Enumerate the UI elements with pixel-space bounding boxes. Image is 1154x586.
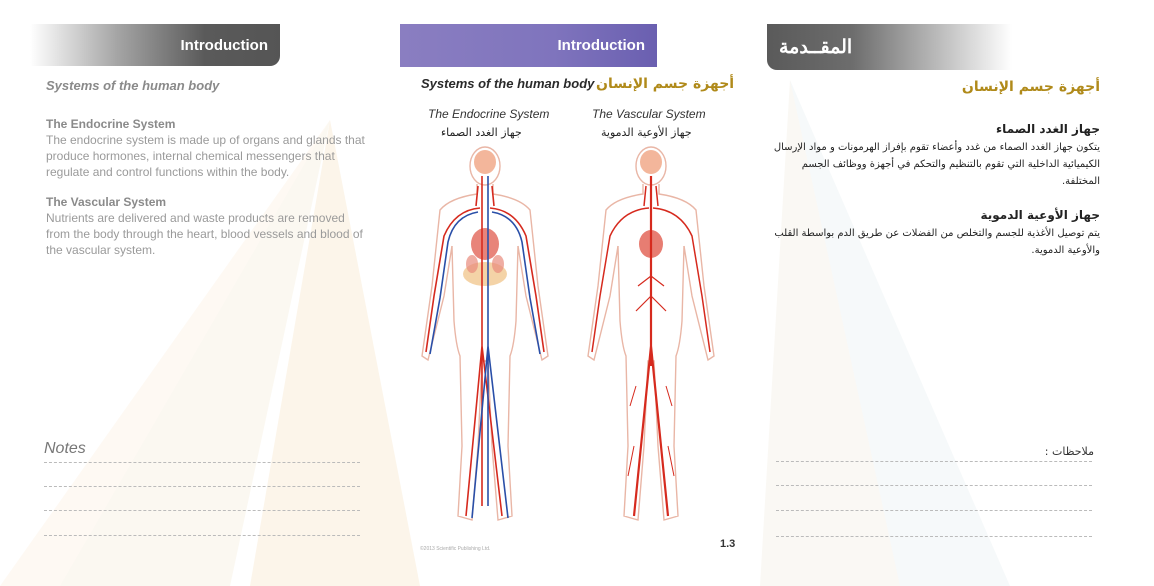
notes-line	[44, 462, 360, 463]
endocrine-section-en	[46, 117, 366, 180]
notes-line	[44, 510, 360, 511]
left-header-banner	[30, 24, 280, 66]
section-body: Nutrients are delivered and waste products are removed from the body through the heart, blood vessels and blood of the vascular system.	[46, 211, 363, 257]
notes-line	[776, 510, 1092, 511]
section-title: The Endocrine System	[46, 117, 176, 131]
notes-line	[776, 461, 1092, 462]
middle-header-banner	[400, 24, 657, 67]
right-header-banner	[767, 24, 1012, 70]
middle-header-title: Introduction	[557, 37, 645, 54]
notes-line	[776, 485, 1092, 486]
section-title: جهاز الأوعية الدموية	[980, 208, 1100, 222]
middle-title-ar: أجهزة جسم الإنسان	[596, 76, 735, 92]
section-body: يتكون جهاز الغدد الصماء من غدد وأعضاء تقوم بإفراز الهرمونات و مواد الإرسال الكيميائية الداخلية التي تقوم بالتنظيم والتحكم في أجهزة ووظائف الجسم المختلفة.	[773, 142, 1100, 187]
vascular-section-en	[46, 195, 366, 258]
figure-label-ar: جهاز الأوعية الدموية	[601, 126, 692, 139]
left-header-title: Introduction	[180, 36, 268, 54]
section-body: The endocrine system is made up of organs and glands that produce hormones, internal chemical messengers that regulate and control functions within the body.	[46, 133, 365, 179]
page-number: 1.3	[720, 538, 736, 550]
figure-label-en: The Endocrine System	[428, 107, 550, 121]
notes-line	[44, 486, 360, 487]
notes-label-ar: ملاحظات :	[1044, 445, 1094, 458]
notes-label: Notes	[44, 440, 86, 457]
middle-title-en: Systems of the human body	[421, 76, 595, 91]
notes-line	[776, 536, 1092, 537]
section-body: يتم توصيل الأغذية للجسم والتخلص من الفضلات عن طريق الدم بواسطة القلب والأوعية الدموية.	[774, 228, 1100, 256]
left-subtitle: Systems of the human body	[46, 78, 220, 93]
endocrine-section-ar	[770, 122, 1100, 190]
copyright-notice: ©2013 Scientific Publishing Ltd.	[420, 546, 491, 552]
right-subtitle: أجهزة جسم الإنسان	[961, 79, 1100, 95]
figure-label-ar: جهاز الغدد الصماء	[441, 126, 522, 139]
vascular-body-illustration	[576, 146, 726, 536]
figure-label-en: The Vascular System	[592, 107, 706, 121]
endocrine-body-illustration	[410, 146, 560, 536]
notes-line	[44, 535, 360, 536]
right-header-title: المقــدمة	[779, 36, 853, 58]
vascular-section-ar	[770, 208, 1100, 259]
section-title: جهاز الغدد الصماء	[996, 122, 1100, 136]
section-title: The Vascular System	[46, 195, 167, 209]
